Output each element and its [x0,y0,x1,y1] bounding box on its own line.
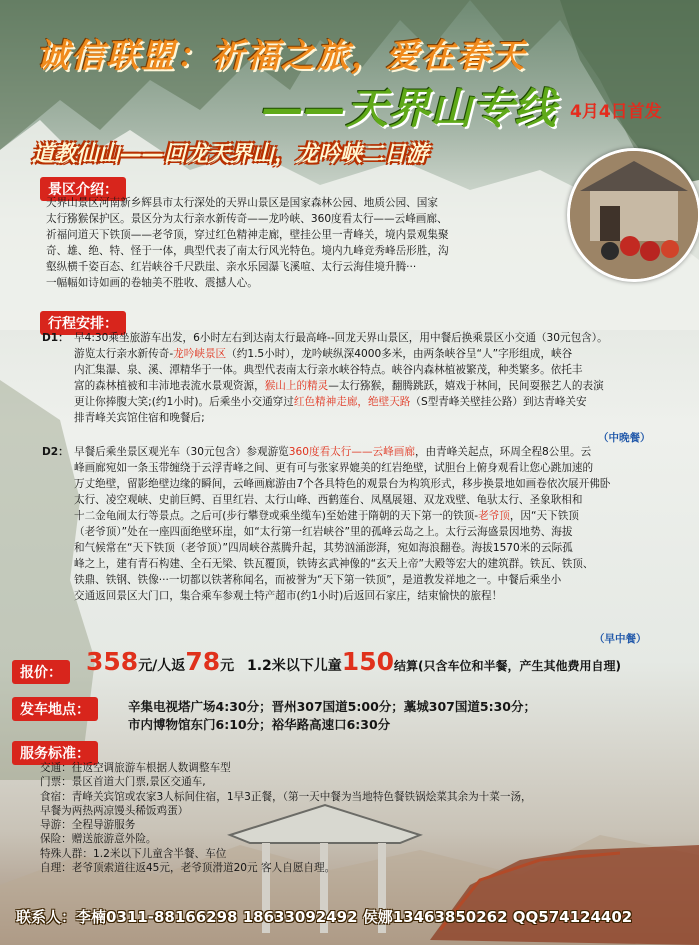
day2-segment: 峰之上，建有青石构建、全石无梁、铁瓦覆顶，铁铸玄武神像的“玄天上帝”大殿等宏大的建筑群。铁瓦、铁顶、 [74,558,594,570]
day1-highlight: 红色精神走廊，绝壁天路 [293,396,411,408]
day2-line [74,588,694,604]
day1-segment: 富的森林植被和丰沛地表流水景观资源， [74,380,265,392]
intro-text [46,195,566,291]
day2-segment: 铁鼎、铁钢、铁像···一切都以铁著称闻名，而被誉为“天下第一铁顶”，是道教发祥地之一。中餐后乘坐小 [74,574,562,586]
price-label: 报价： [12,660,70,684]
day1-text [74,330,694,426]
service-list [40,761,640,875]
day2-segment: （老爷顶）”处在一座四面绝壁环崖，如“太行第一红岩峡谷”里的孤峰云岛之上。太行云海盛景因地势、海拔 [74,526,573,538]
service-line [40,832,640,846]
service-line [40,761,640,775]
departure-line1: 辛集电视塔广场4:30分；晋州307国道5:00分；藁城307国道5:30分； [128,699,536,714]
day2-segment: 十二金龟闹太行等景点。之后可(步行攀登或乘坐缆车)至始建于隋朝的天下第一的铁顶- [74,510,479,522]
day2-line [74,540,694,556]
service-segment: 食宿：青峰关宾馆或农家3人标间住宿，1早3正餐，（第一天中餐为当地特色餐铁锅烩菜其余为十菜一汤， [40,790,532,803]
poster-title: 诚信联盟：祈福之旅，爱在春天 [36,36,526,75]
intro-line [46,259,566,275]
day2-segment: 交通返回景区大门口，集合乘车参观土特产超市(约1小时)后返回石家庄，结束愉快的旅程！ [74,590,503,602]
price-unit: 元/人返 [138,658,186,674]
route-title: ——天界山专线 [262,84,557,133]
price-line [86,647,621,676]
adult-price: 358 [86,647,139,676]
intro-segment: 祈福问道天下铁顶——老爷顶，穿过红色精神走廊，壁挂公里一青峰关，境内景观集聚 [46,229,449,241]
day2-highlight: 老爷顶 [478,510,510,522]
day1-highlight: 猴山上的精灵 [264,380,329,392]
service-segment: 自理：老爷顶索道往返45元，老爷顶滑道20元 客人自愿自理。 [40,862,336,875]
service-label: 服务标准： [12,741,98,765]
service-segment: 保险：赠送旅游意外险。 [40,833,157,846]
service-segment: 特殊人群：1.2米以下儿童含半餐、车位 [40,847,227,860]
day2-segment: ，因“天下铁顶 [509,510,579,522]
day1-line [74,394,694,410]
day1-segment: 排青峰关宾馆住宿和晚餐后; [74,412,205,424]
intro-segment: 天界山景区河南新乡辉县市太行深处的天界山景区是国家森林公园、地质公园、国家 [46,197,438,209]
day1-segment: 早4:30乘坐旅游车出发，6小时左右到达南太行最高峰--回龙天界山景区，用中餐后换乘景区小交通（30元包含）。 [74,332,608,344]
day2-segment: 太行、凌空观峡、史前巨鳄、百里红岩、太行山峰、西鹤莲台、凤凰展翅、双龙戏壁、龟驮太行、圣象耿相和 [74,494,583,506]
day1-line [74,362,694,378]
itinerary-label: 行程安排： [40,311,126,335]
day2-segment: 万丈绝壁，留影绝壁边缘的瞬间，云峰画廊游由7个各具特色的观景台为构筑形式，移步换景地如画卷依次展开佛卧 [74,478,611,490]
day1-segment: —太行猕猴，翻腾跳跃，嬉戏于林间，民间耍猴艺人的表演 [328,380,604,392]
day1-segment: （S型青峰关壁挂公路）到达青峰关安 [410,396,587,408]
service-segment: 交通：往返空调旅游车根据人数调整车型 [40,762,231,774]
departure-line2: 市内博物馆东门6:10分；裕华路高速口6:30分 [128,717,391,732]
day1-segment: （约1.5小时），龙吟峡纵深4000多米，由两条峡谷呈“人”字形组成，峡谷 [226,348,573,360]
day2-tag: D2： [42,446,69,458]
contact-info: 联系人：李楠0311-88166298 18633092492 侯娜13463850262 QQ574124402 [16,908,633,926]
day1-line [74,410,694,426]
day2-line [74,476,694,492]
intro-label: 景区介绍： [40,177,126,201]
day2-line [74,572,694,588]
intro-line [46,227,566,243]
day2-line [74,524,694,540]
day1-line [74,330,694,346]
day2-segment: 峰画廊宛如一条玉带缠绕于云浮青峰之间、更有可与张家界媲美的红岩绝壁，试胆台上俯身观看让您心跳加速的 [74,462,594,474]
intro-segment: 奇、雄、绝、特、怪于一体，典型代表了南太行风光特色。境内九峰竞秀峰岳形胜，沟 [46,245,449,257]
day2-segment: ，由青峰关起点，环周全程8公里。云 [414,446,592,458]
departure-label: 发车地点： [12,697,98,721]
service-segment: 导游：全程导游服务 [40,819,136,832]
service-line [40,790,640,804]
day2-segment: 和气候常在“天下铁顶（老爷顶）”四周峡谷蒸腾升起，其势汹涌澎湃，宛如海浪翻卷。海拔1570米的云际孤 [74,542,573,554]
day2-highlight: 360度看太行——云峰画廊 [288,446,415,458]
day2-text [74,444,694,604]
tour-subtitle: 道教仙山——回龙天界山，龙吟峡二日游 [32,142,429,167]
service-line [40,861,640,875]
child-label: 1.2米以下儿童 [246,658,342,674]
service-line [40,818,640,832]
day2-meal: （早中餐） [594,633,647,645]
day2-segment: 早餐后乘坐景区观光车（30元包含）参观游览 [74,446,289,458]
intro-line [46,195,566,211]
day1-highlight: 龙吟峡景区 [173,348,227,360]
service-segment: 门票：景区首道大门票,景区交通车, [40,776,206,789]
temple-photo [567,148,699,282]
departure-date: 4月4日首发 [570,102,662,122]
service-line [40,775,640,789]
day1-line [74,378,694,394]
day2-line [74,444,694,460]
day2-line [74,492,694,508]
temple-photo-image [570,151,698,279]
day2-line [74,460,694,476]
intro-line [46,243,566,259]
intro-segment: 壑纵横千姿百态、红岩峡谷千尺跌崖、亲水乐园瀑飞溪喧、太行云海佳境升腾··· [46,261,417,273]
day2-line [74,556,694,572]
service-line [40,847,640,861]
day1-segment: 内汇集瀑、泉、溪、潭精华于一体。典型代表南太行亲水峡谷特点。峡谷内森林植被繁茂，种类繁多。依托丰 [74,364,583,376]
day1-line [74,346,694,362]
intro-line [46,275,566,291]
rebate-amount: 78 [185,647,221,676]
rebate-unit: 元 [220,658,235,674]
price-note: 结算(只含车位和半餐，产生其他费用自理) [393,659,621,673]
day1-meal: （中晚餐） [598,432,651,444]
day1-tag: D1： [42,332,69,344]
day1-segment: 游览太行亲水新传奇- [74,348,174,360]
child-price: 150 [341,647,394,676]
service-segment: 早餐为两热两凉馒头稀饭鸡蛋） [40,804,189,817]
service-line [40,804,640,818]
intro-segment: 太行猕猴保护区。景区分为太行亲水新传奇——龙吟峡、360度看太行——云峰画廊、 [46,213,448,225]
day1-segment: 更让你捧腹大笑;(约1小时)。后乘坐小交通穿过 [74,396,294,408]
intro-segment: 一幅幅如诗如画的卷轴美不胜收、震撼人心。 [46,277,258,289]
intro-line [46,211,566,227]
day2-line [74,508,694,524]
